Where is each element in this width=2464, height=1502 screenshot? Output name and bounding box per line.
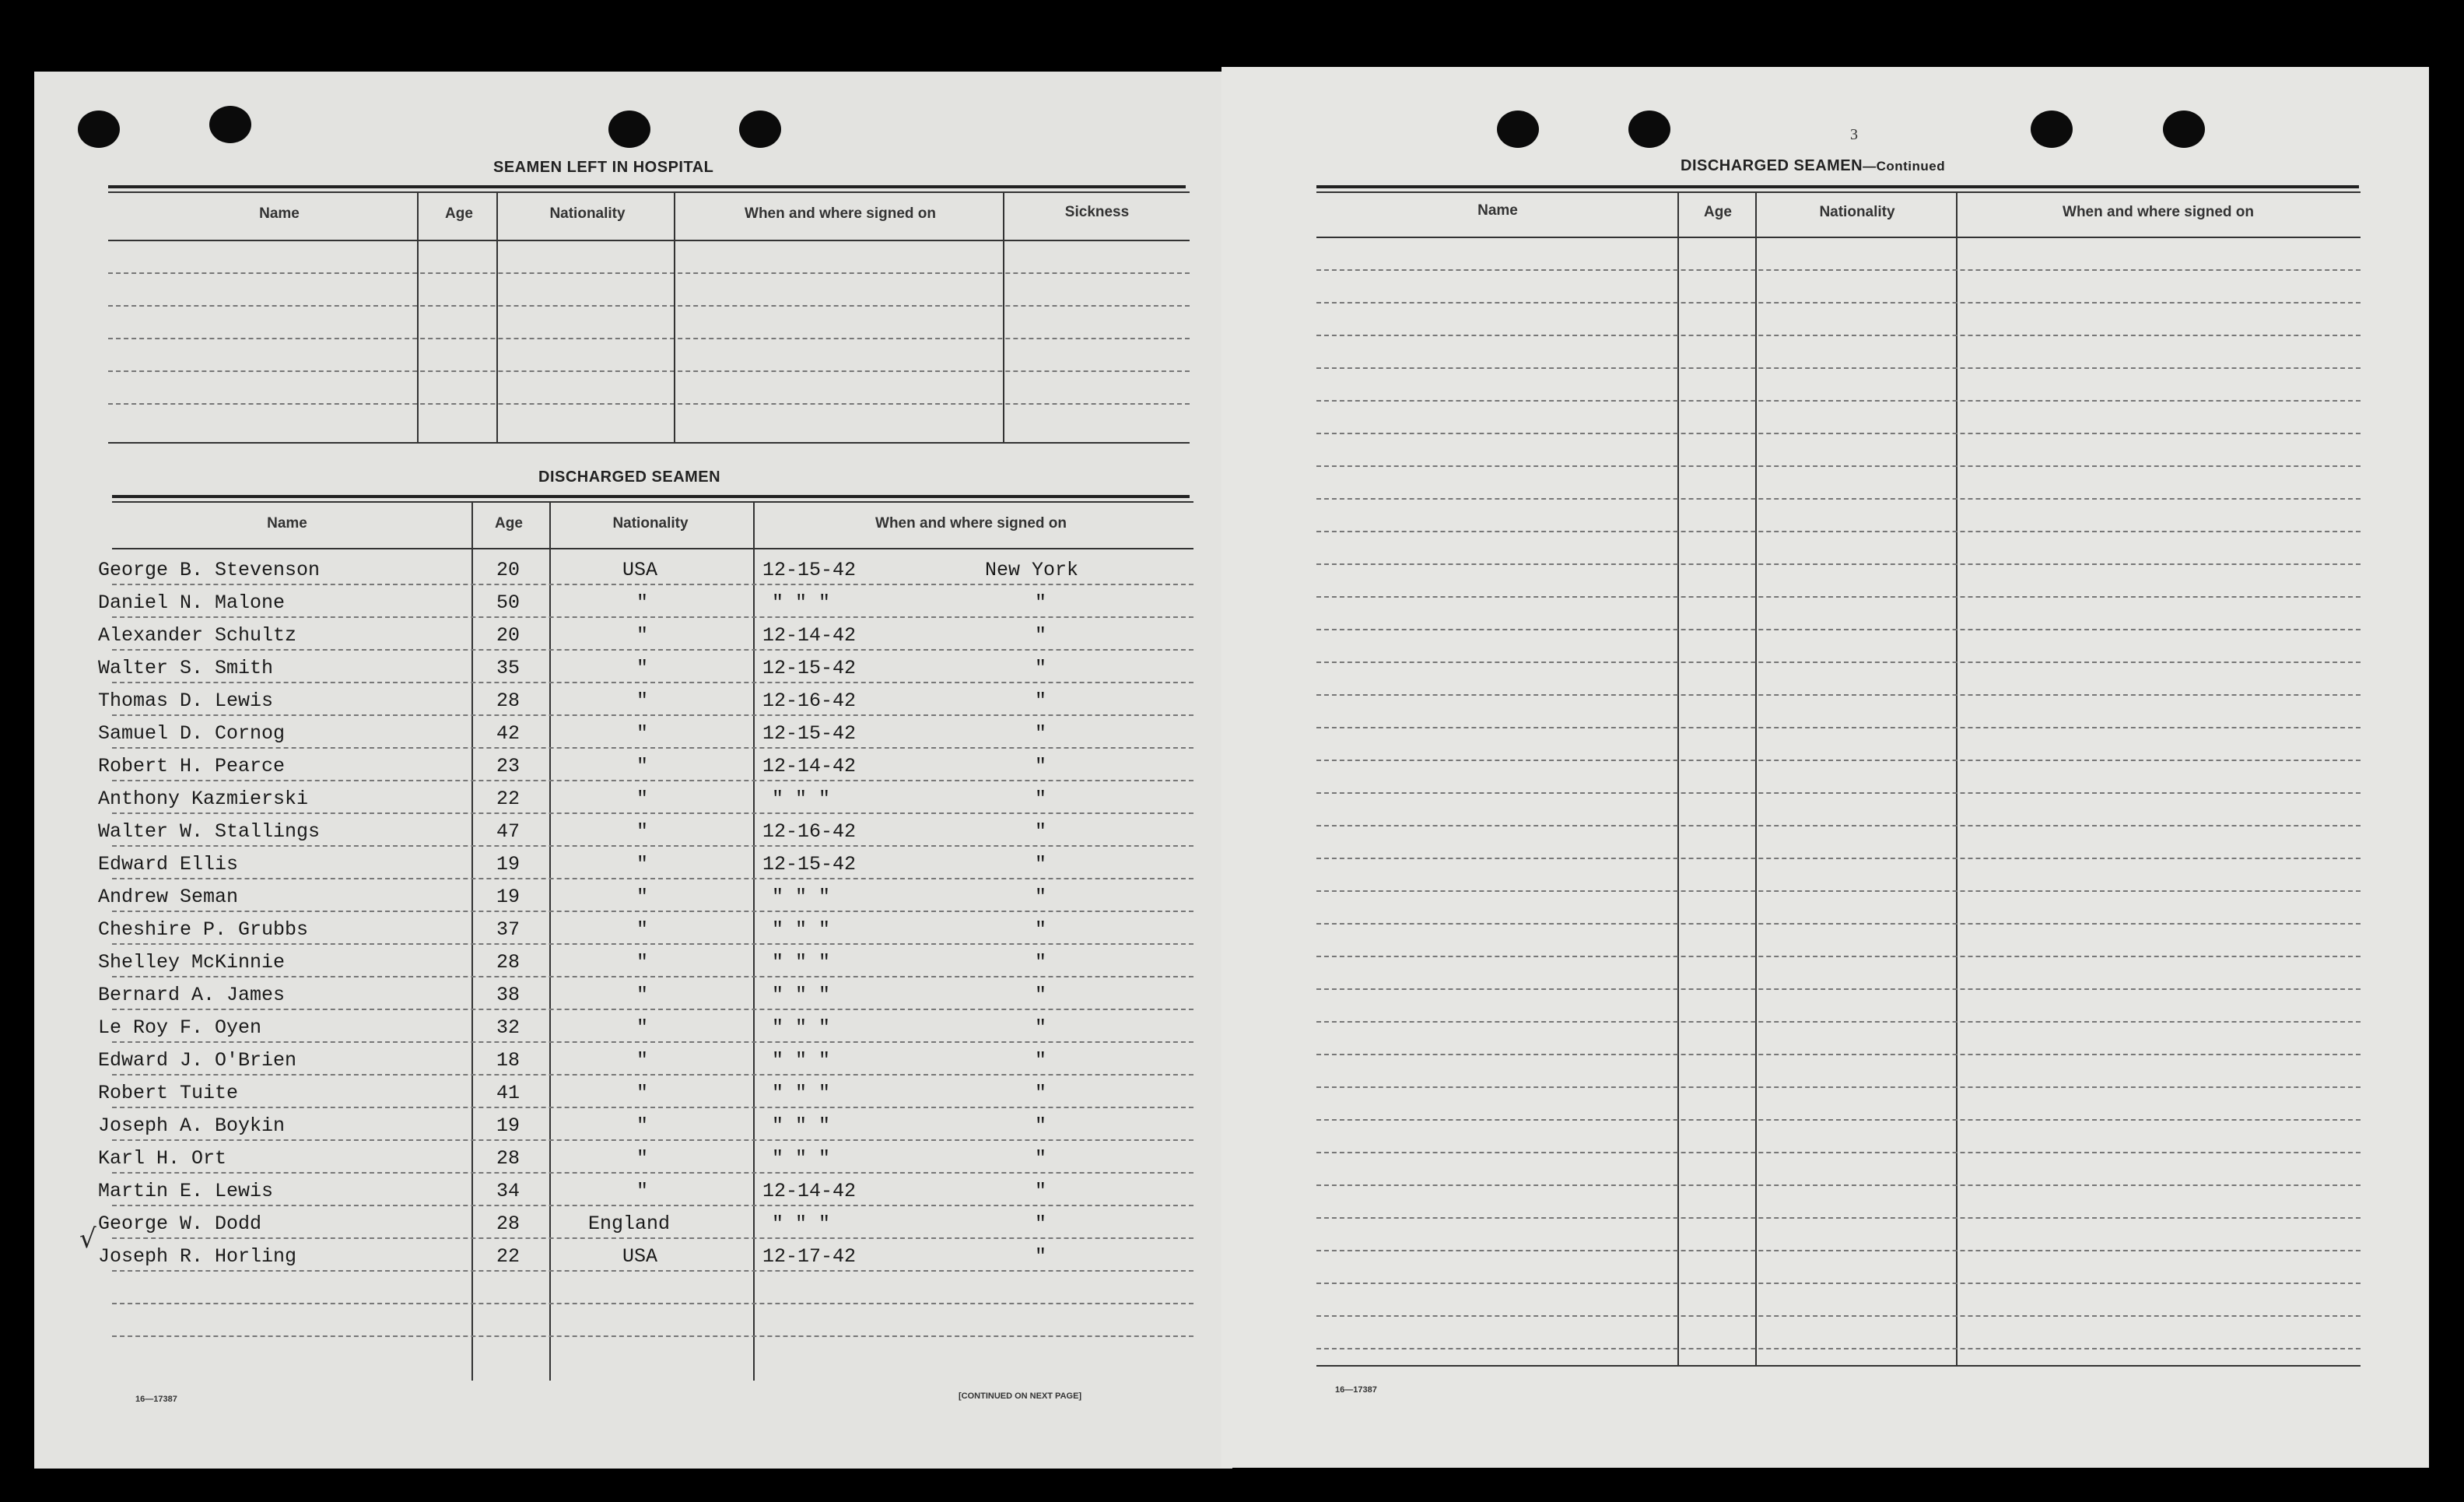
binder-hole [2163,111,2205,148]
discharged-header-signed-on: When and where signed on [875,515,1067,532]
seaman-age: 19 [496,853,520,876]
column-rule [471,501,473,1381]
signed-on-date: " " " [772,918,831,941]
row-rule [1316,335,2361,336]
row-rule [1316,367,2361,369]
rule [1316,185,2359,188]
signed-on-place: " [1035,1147,1047,1170]
row-rule [112,1041,1193,1043]
seaman-age: 37 [496,918,520,941]
signed-on-place: " [1035,788,1047,810]
row-rule [112,878,1193,879]
rule [108,240,1190,241]
signed-on-date: " " " [772,1082,831,1104]
rule [1316,191,2361,193]
seaman-nationality: USA [622,1245,658,1268]
row-rule [112,780,1193,781]
row-rule [112,976,1193,977]
column-rule [496,191,498,442]
rule [108,272,1190,274]
seaman-nationality: " [636,1180,649,1202]
row-rule [112,1237,1193,1239]
discharged-section-title: DISCHARGED SEAMEN [538,468,721,486]
signed-on-place: New York [985,559,1079,581]
hospital-header-age: Age [445,205,473,222]
column-rule [549,501,551,1381]
right-title-main: DISCHARGED SEAMEN [1681,157,1863,174]
row-rule [1316,629,2361,630]
seaman-name: Bernard A. James [98,984,286,1006]
signed-on-date: 12-16-42 [762,820,857,843]
row-rule [1316,1315,2361,1317]
seaman-nationality: " [636,886,649,908]
binder-hole [608,111,650,148]
signed-on-place: " [1035,591,1047,614]
seaman-age: 32 [496,1016,520,1039]
seaman-nationality: " [636,1016,649,1039]
seaman-nationality: " [636,788,649,810]
row-rule [1316,956,2361,957]
right-header-signed-on: When and where signed on [2063,204,2254,220]
seaman-nationality: " [636,591,649,614]
row-rule [112,1074,1193,1076]
signed-on-date: " " " [772,886,831,908]
discharged-header-age: Age [495,515,523,532]
row-rule [112,911,1193,912]
seaman-nationality: " [636,1147,649,1170]
signed-on-place: " [1035,1049,1047,1072]
column-rule [417,191,419,442]
seaman-name: George W. Dodd [98,1212,262,1235]
seaman-name: Daniel N. Malone [98,591,286,614]
continued-note: [CONTINUED ON NEXT PAGE] [959,1391,1082,1401]
left-page [34,72,1232,1469]
row-rule [1316,302,2361,304]
discharged-header-name: Name [267,515,307,532]
rule [112,495,1190,498]
seaman-name: Shelley McKinnie [98,951,286,974]
row-rule [112,1335,1193,1337]
right-header-age: Age [1704,204,1732,220]
seaman-age: 38 [496,984,520,1006]
row-rule [1316,662,2361,663]
rule [108,338,1190,339]
row-rule [1316,531,2361,532]
row-rule [112,1303,1193,1304]
row-rule [1316,563,2361,565]
right-section-title [1681,157,1945,175]
seaman-age: 22 [496,1245,520,1268]
rule [108,442,1190,444]
row-rule [1316,1184,2361,1186]
rule [112,548,1193,549]
row-rule [112,682,1193,683]
seaman-name: Edward Ellis [98,853,239,876]
seaman-name: Cheshire P. Grubbs [98,918,309,941]
seaman-age: 22 [496,788,520,810]
seaman-name: Edward J. O'Brien [98,1049,297,1072]
signed-on-place: " [1035,918,1047,941]
column-rule [1003,191,1004,442]
signed-on-place: " [1035,853,1047,876]
seaman-nationality: " [636,1082,649,1104]
seaman-nationality: " [636,820,649,843]
seaman-nationality: " [636,918,649,941]
rule [108,185,1186,188]
row-rule [1316,1119,2361,1121]
signed-on-date: 12-16-42 [762,690,857,712]
seaman-age: 28 [496,1147,520,1170]
rule [108,403,1190,405]
row-rule [112,812,1193,814]
signed-on-place: " [1035,1114,1047,1137]
row-rule [1316,1054,2361,1055]
row-rule [112,1139,1193,1141]
hospital-header-signed-on: When and where signed on [745,205,936,222]
hospital-header-sickness: Sickness [1064,204,1130,220]
row-rule [1316,596,2361,598]
seaman-age: 19 [496,886,520,908]
row-rule [1316,858,2361,859]
row-rule [1316,988,2361,990]
seaman-name: Joseph R. Horling [98,1245,297,1268]
row-rule [112,616,1193,618]
rule [108,191,1190,193]
seaman-age: 20 [496,559,520,581]
row-rule [112,584,1193,585]
row-rule [112,747,1193,749]
seaman-name: Robert Tuite [98,1082,239,1104]
signed-on-date: " " " [772,1212,831,1235]
signed-on-place: " [1035,1180,1047,1202]
signed-on-place: " [1035,624,1047,647]
signed-on-date: 12-15-42 [762,853,857,876]
rule [1316,1365,2361,1367]
seaman-name: Walter S. Smith [98,657,274,679]
signed-on-place: " [1035,1245,1047,1268]
signed-on-place: " [1035,951,1047,974]
signed-on-date: 12-15-42 [762,559,857,581]
row-rule [112,845,1193,847]
right-header-name: Name [1477,202,1518,219]
seaman-age: 34 [496,1180,520,1202]
seaman-age: 42 [496,722,520,745]
seaman-name: Le Roy F. Oyen [98,1016,262,1039]
row-rule [1316,433,2361,434]
binder-hole [739,111,781,148]
binder-hole [1497,111,1539,148]
row-rule [1316,1250,2361,1251]
rule [1316,237,2361,238]
row-rule [1316,1152,2361,1153]
signed-on-date: 12-14-42 [762,755,857,777]
seaman-age: 50 [496,591,520,614]
signed-on-date: 12-14-42 [762,624,857,647]
signed-on-place: " [1035,820,1047,843]
signed-on-date: " " " [772,984,831,1006]
row-rule [1316,400,2361,402]
seaman-name: Joseph A. Boykin [98,1114,286,1137]
signed-on-date: 12-15-42 [762,657,857,679]
page-number: 3 [1850,126,1858,143]
signed-on-date: 12-15-42 [762,722,857,745]
seaman-name: Martin E. Lewis [98,1180,274,1202]
seaman-name: Andrew Seman [98,886,239,908]
seaman-age: 23 [496,755,520,777]
binder-hole [78,111,120,148]
seaman-name: George B. Stevenson [98,559,321,581]
rule [108,305,1190,307]
row-rule [1316,498,2361,500]
seaman-nationality: " [636,984,649,1006]
seaman-age: 35 [496,657,520,679]
binder-hole [1628,111,1670,148]
signed-on-date: " " " [772,788,831,810]
seaman-age: 41 [496,1082,520,1104]
seaman-age: 28 [496,951,520,974]
seaman-nationality: " [636,1114,649,1137]
row-rule [112,1205,1193,1206]
seaman-name: Walter W. Stallings [98,820,321,843]
seaman-nationality: USA [622,559,658,581]
signed-on-date: " " " [772,1147,831,1170]
row-rule [1316,694,2361,696]
signed-on-date: " " " [772,1016,831,1039]
seaman-name: Anthony Kazmierski [98,788,309,810]
check-mark: √ [79,1223,96,1255]
row-rule [112,1107,1193,1108]
column-rule [753,501,755,1381]
row-rule [112,1270,1193,1272]
row-rule [112,1172,1193,1174]
right-title-suffix: —Continued [1863,159,1946,174]
seaman-nationality: " [636,690,649,712]
seaman-name: Robert H. Pearce [98,755,286,777]
row-rule [1316,1217,2361,1219]
seaman-age: 19 [496,1114,520,1137]
row-rule [1316,269,2361,271]
signed-on-place: " [1035,1082,1047,1104]
seaman-name: Samuel D. Cornog [98,722,286,745]
seaman-name: Alexander Schultz [98,624,297,647]
signed-on-date: 12-17-42 [762,1245,857,1268]
signed-on-date: " " " [772,1114,831,1137]
row-rule [112,649,1193,651]
signed-on-place: " [1035,755,1047,777]
row-rule [1316,890,2361,892]
signed-on-date: 12-14-42 [762,1180,857,1202]
rule [108,370,1190,372]
discharged-header-nationality: Nationality [612,515,689,532]
seaman-nationality: England [588,1212,671,1235]
right-page [1221,67,2429,1468]
binder-hole [209,106,251,143]
row-rule [1316,760,2361,761]
seaman-nationality: " [636,722,649,745]
signed-on-place: " [1035,984,1047,1006]
seaman-nationality: " [636,951,649,974]
hospital-header-name: Name [259,205,300,222]
form-number: 16—17387 [135,1395,177,1404]
signed-on-place: " [1035,1016,1047,1039]
seaman-nationality: " [636,1049,649,1072]
row-rule [1316,727,2361,728]
seaman-nationality: " [636,853,649,876]
column-rule [674,191,675,442]
signed-on-place: " [1035,722,1047,745]
row-rule [112,714,1193,716]
seaman-nationality: " [636,755,649,777]
form-number: 16—17387 [1335,1385,1377,1395]
hospital-section-title: SEAMEN LEFT IN HOSPITAL [493,159,714,176]
row-rule [1316,1348,2361,1349]
seaman-age: 28 [496,690,520,712]
row-rule [1316,1283,2361,1284]
right-header-nationality: Nationality [1819,204,1895,220]
binder-hole [2031,111,2073,148]
signed-on-place: " [1035,657,1047,679]
row-rule [1316,923,2361,925]
row-rule [1316,465,2361,467]
row-rule [112,1009,1193,1010]
seaman-name: Karl H. Ort [98,1147,227,1170]
row-rule [1316,1086,2361,1088]
seaman-age: 20 [496,624,520,647]
hospital-header-nationality: Nationality [549,205,626,222]
seaman-name: Thomas D. Lewis [98,690,274,712]
seaman-age: 28 [496,1212,520,1235]
row-rule [1316,825,2361,826]
signed-on-date: " " " [772,591,831,614]
row-rule [1316,1021,2361,1023]
row-rule [1316,792,2361,794]
seaman-nationality: " [636,657,649,679]
signed-on-place: " [1035,1212,1047,1235]
rule [112,501,1193,503]
seaman-age: 18 [496,1049,520,1072]
row-rule [112,943,1193,945]
signed-on-date: " " " [772,951,831,974]
seaman-age: 47 [496,820,520,843]
signed-on-place: " [1035,886,1047,908]
signed-on-date: " " " [772,1049,831,1072]
signed-on-place: " [1035,690,1047,712]
seaman-nationality: " [636,624,649,647]
